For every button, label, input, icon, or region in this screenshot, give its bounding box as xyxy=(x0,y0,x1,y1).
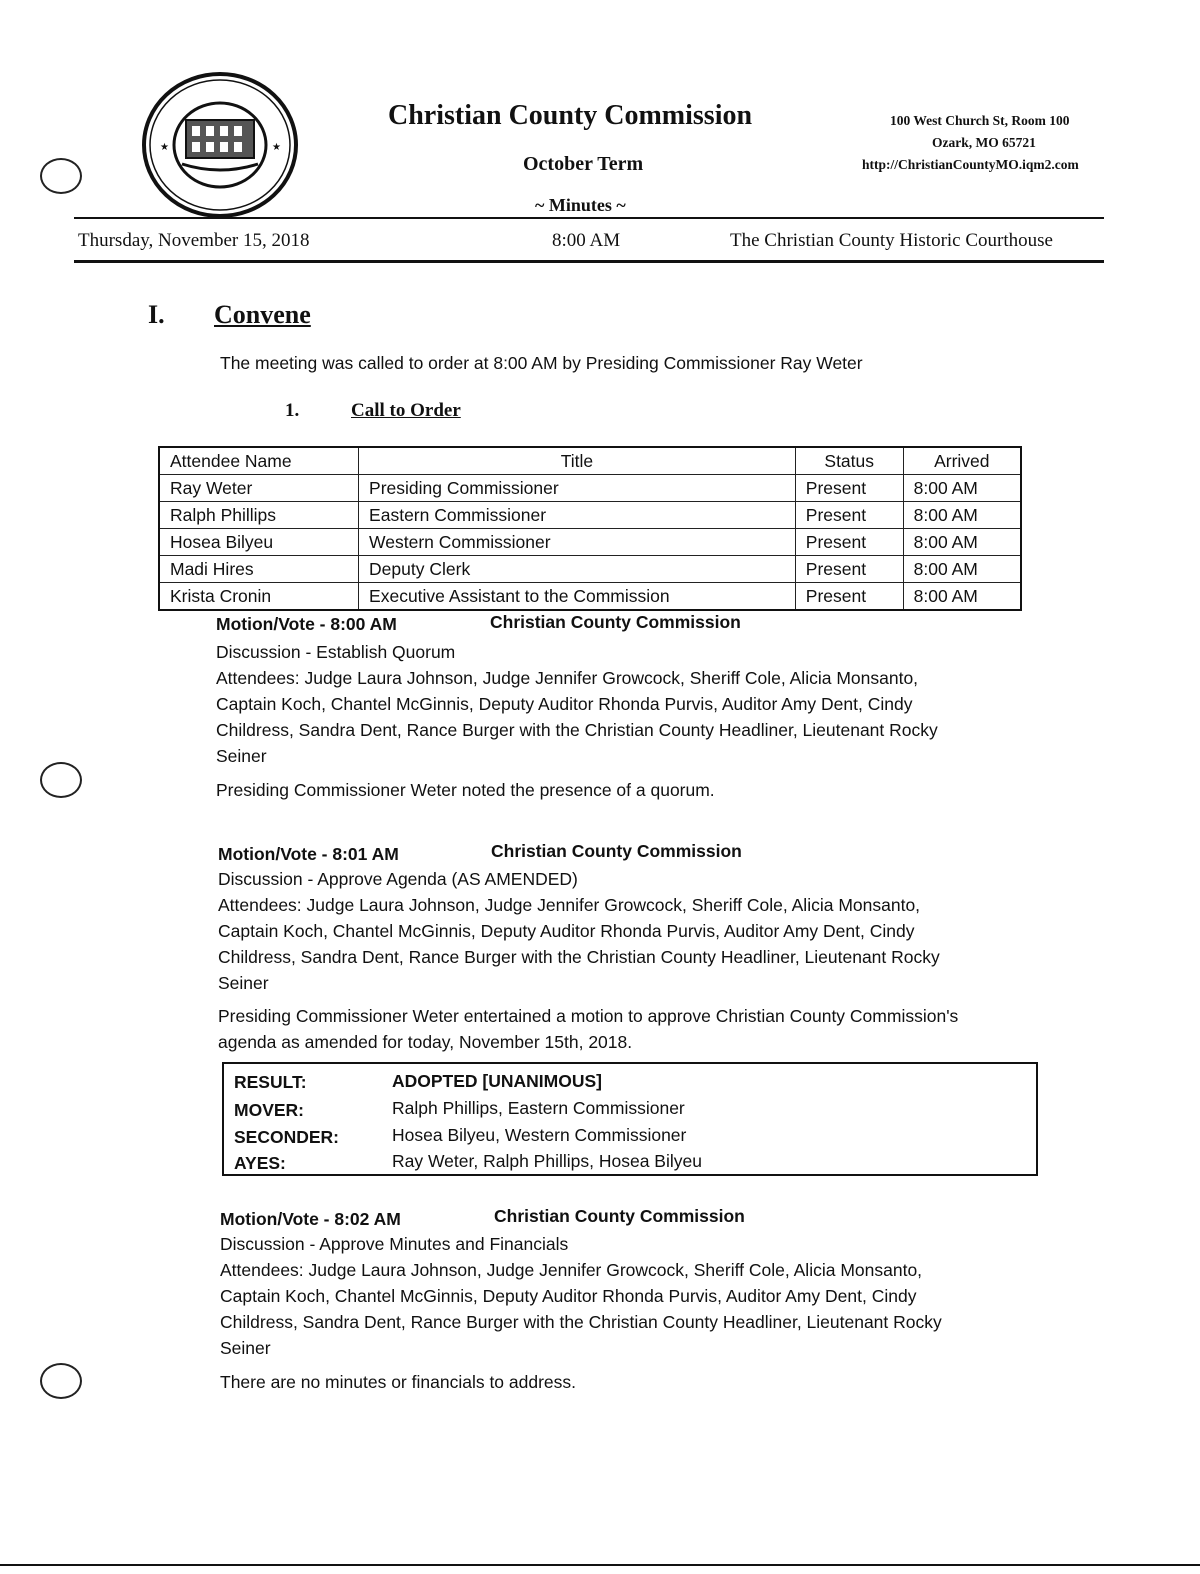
attendee-name: Ray Weter xyxy=(159,475,359,502)
attendee-title: Deputy Clerk xyxy=(359,556,796,583)
header-rule-bottom xyxy=(74,260,1104,263)
attendee-status: Present xyxy=(795,475,903,502)
ayes-value: Ray Weter, Ralph Phillips, Hosea Bilyeu xyxy=(392,1151,702,1171)
meeting-intro: The meeting was called to order at 8:00 AM by Presiding Commissioner Ray Weter xyxy=(220,353,863,373)
motion-2-text xyxy=(218,866,1038,996)
term-label: October Term xyxy=(523,153,644,175)
motion-2-attendees-line: Attendees: Judge Laura Johnson, Judge Jennifer Growcock, Sheriff Cole, Alicia Monsanto, xyxy=(218,895,921,915)
binder-hole xyxy=(40,762,82,798)
table-header-row xyxy=(159,447,1021,475)
binder-hole xyxy=(40,158,82,194)
attendee-name: Krista Cronin xyxy=(159,583,359,611)
organization-title: Christian County Commission xyxy=(388,100,753,131)
meeting-time: 8:00 AM xyxy=(552,230,621,251)
motion-3-note: There are no minutes or financials to address. xyxy=(220,1372,577,1392)
result-value: ADOPTED [UNANIMOUS] xyxy=(392,1071,602,1091)
attendee-title: Western Commissioner xyxy=(359,529,796,556)
item-number: 1. xyxy=(285,400,300,421)
attendee-status: Present xyxy=(795,529,903,556)
motion-1-discussion: Discussion - Establish Quorum xyxy=(216,642,456,662)
minutes-label: ~ Minutes ~ xyxy=(535,195,626,215)
motion-2-body: Christian County Commission xyxy=(491,841,742,861)
mover-key: MOVER: xyxy=(234,1100,304,1120)
motion-3-label: Motion/Vote - 8:02 AM xyxy=(220,1209,401,1229)
motion-1-note: Presiding Commissioner Weter noted the presence of a quorum. xyxy=(216,780,715,800)
motion-2-attendees-line: Childress, Sandra Dent, Rance Burger with the Christian County Headliner, Lieutenant Rocky xyxy=(218,947,940,967)
attendee-title: Presiding Commissioner xyxy=(359,475,796,502)
table-row xyxy=(159,502,1021,529)
table-row xyxy=(159,556,1021,583)
motion-1-attendees-line: Captain Koch, Chantel McGinnis, Deputy Auditor Rhonda Purvis, Auditor Amy Dent, Cindy xyxy=(216,694,913,714)
motion-1-attendees-line: Attendees: Judge Laura Johnson, Judge Jennifer Growcock, Sheriff Cole, Alicia Monsanto, xyxy=(216,668,919,688)
section-title: Convene xyxy=(214,300,311,329)
section-number: I. xyxy=(148,300,165,329)
address-line-1: 100 West Church St, Room 100 xyxy=(890,113,1070,128)
header-attendee-name: Attendee Name xyxy=(159,447,359,475)
motion-2-discussion: Discussion - Approve Agenda (AS AMENDED) xyxy=(218,869,578,889)
motion-1-attendees-line: Childress, Sandra Dent, Rance Burger with the Christian County Headliner, Lieutenant Rocky xyxy=(216,720,938,740)
header-arrived: Arrived xyxy=(903,447,1021,475)
motion-1-text xyxy=(216,639,1036,769)
attendee-arrived: 8:00 AM xyxy=(903,583,1021,611)
attendee-status: Present xyxy=(795,583,903,611)
table-row xyxy=(159,529,1021,556)
motion-1-label: Motion/Vote - 8:00 AM xyxy=(216,614,397,634)
result-key: RESULT: xyxy=(234,1072,307,1092)
motion-3-attendees-line: Attendees: Judge Laura Johnson, Judge Jennifer Growcock, Sheriff Cole, Alicia Monsanto, xyxy=(220,1260,923,1280)
motion-3-text xyxy=(220,1231,1040,1361)
attendee-arrived: 8:00 AM xyxy=(903,502,1021,529)
header-rule-top xyxy=(74,217,1104,219)
county-seal xyxy=(142,72,298,218)
svg-text:★: ★ xyxy=(272,142,281,153)
table-row xyxy=(159,475,1021,502)
svg-text:★: ★ xyxy=(160,142,169,153)
website-link[interactable]: http://ChristianCountyMO.iqm2.com xyxy=(862,157,1079,172)
attendee-title: Executive Assistant to the Commission xyxy=(359,583,796,611)
motion-2-attendees-line: Seiner xyxy=(218,973,269,993)
attendee-arrived: 8:00 AM xyxy=(903,475,1021,502)
motion-2-note-line: Presiding Commissioner Weter entertained a motion to approve Christian County Commission's xyxy=(218,1006,959,1026)
motion-2-note-line: agenda as amended for today, November 15th, 2018. xyxy=(218,1032,633,1052)
item-title: Call to Order xyxy=(351,400,461,421)
attendee-name: Ralph Phillips xyxy=(159,502,359,529)
meeting-location: The Christian County Historic Courthouse xyxy=(730,230,1053,251)
address-line-2: Ozark, MO 65721 xyxy=(932,135,1036,150)
seconder-key: SECONDER: xyxy=(234,1127,340,1147)
attendee-arrived: 8:00 AM xyxy=(903,556,1021,583)
attendee-name: Hosea Bilyeu xyxy=(159,529,359,556)
page-bottom-rule xyxy=(0,1564,1200,1566)
seconder-value: Hosea Bilyeu, Western Commissioner xyxy=(392,1125,687,1145)
motion-3-attendees-line: Seiner xyxy=(220,1338,271,1358)
motion-1-body: Christian County Commission xyxy=(490,612,741,632)
vote-result-box xyxy=(222,1062,1038,1176)
binder-hole xyxy=(40,1363,82,1399)
motion-2-note xyxy=(218,1003,1038,1055)
header-status: Status xyxy=(795,447,903,475)
attendance-table xyxy=(158,446,1022,611)
attendee-title: Eastern Commissioner xyxy=(359,502,796,529)
motion-2-label: Motion/Vote - 8:01 AM xyxy=(218,844,399,864)
mover-value: Ralph Phillips, Eastern Commissioner xyxy=(392,1098,685,1118)
attendee-status: Present xyxy=(795,502,903,529)
motion-1-attendees-line: Seiner xyxy=(216,746,267,766)
attendee-status: Present xyxy=(795,556,903,583)
motion-3-attendees-line: Captain Koch, Chantel McGinnis, Deputy Auditor Rhonda Purvis, Auditor Amy Dent, Cindy xyxy=(220,1286,917,1306)
attendee-name: Madi Hires xyxy=(159,556,359,583)
motion-3-body: Christian County Commission xyxy=(494,1206,745,1226)
motion-3-attendees-line: Childress, Sandra Dent, Rance Burger with the Christian County Headliner, Lieutenant Rocky xyxy=(220,1312,942,1332)
motion-2-attendees-line: Captain Koch, Chantel McGinnis, Deputy Auditor Rhonda Purvis, Auditor Amy Dent, Cindy xyxy=(218,921,915,941)
attendee-arrived: 8:00 AM xyxy=(903,529,1021,556)
header-title: Title xyxy=(359,447,796,475)
table-row xyxy=(159,583,1021,611)
motion-3-discussion: Discussion - Approve Minutes and Financials xyxy=(220,1234,569,1254)
ayes-key: AYES: xyxy=(234,1153,286,1173)
meeting-date: Thursday, November 15, 2018 xyxy=(78,230,310,251)
